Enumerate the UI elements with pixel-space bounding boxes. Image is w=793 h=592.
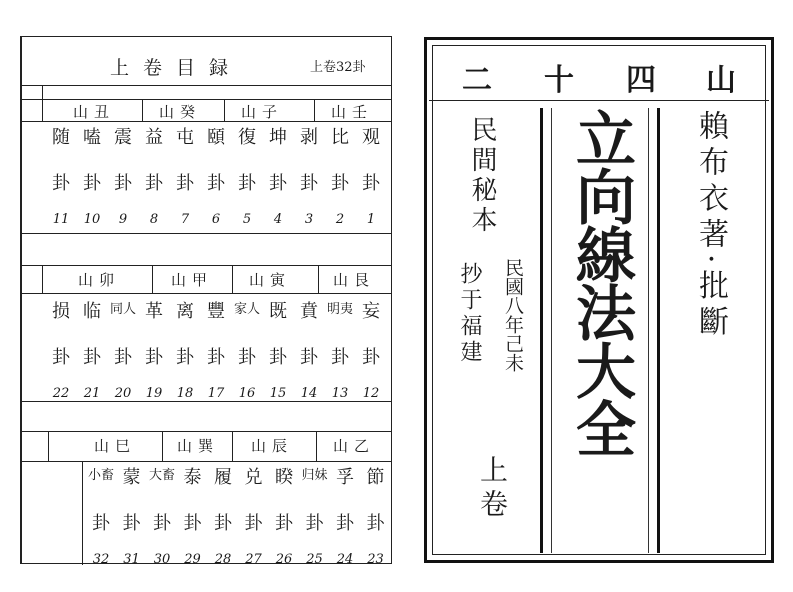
hexagram-entry (298, 469, 332, 566)
hexagram-number: 10 (83, 212, 101, 227)
divider (22, 431, 391, 432)
hexagram-gua: 卦 (114, 347, 132, 368)
hexagram-gua: 卦 (305, 513, 324, 534)
hexagram-number: 18 (176, 386, 194, 401)
hexagram-name: 明夷 (326, 302, 353, 317)
hexagram-name: 归妹 (301, 468, 328, 483)
hexagram-entry (267, 469, 301, 566)
copied-line: 抄于福建 (457, 262, 482, 366)
hexagram-gua: 卦 (366, 513, 385, 534)
hexagram-entry (292, 129, 326, 226)
hexagram-entry (145, 469, 179, 566)
divider (22, 85, 391, 86)
toc-page (20, 36, 392, 567)
hexagram-entry (75, 129, 109, 226)
hexagram-number: 11 (52, 212, 70, 227)
hexagram-gua: 卦 (145, 347, 163, 368)
hexagram-entry (261, 303, 295, 400)
hexagram-number: 14 (300, 386, 318, 401)
hexagram-gua: 卦 (207, 173, 225, 194)
hexagram-gua: 卦 (238, 347, 256, 368)
hexagram-name: 賁 (300, 301, 318, 322)
hexagram-name: 小畜 (87, 468, 114, 483)
hexagram-number: 32 (92, 552, 110, 567)
hexagram-name: 兑 (244, 467, 263, 488)
date-line: 民國八年己未 (502, 258, 524, 372)
hexagram-gua: 卦 (176, 173, 194, 194)
mountain-label: 山甲 (170, 271, 213, 289)
hexagram-number: 22 (52, 386, 70, 401)
hexagram-gua: 卦 (176, 347, 194, 368)
hexagram-entry (206, 469, 240, 566)
hexagram-name: 嗑 (83, 127, 101, 148)
header-char: 二 (462, 63, 492, 98)
divider (22, 233, 391, 234)
hexagram-number: 28 (214, 552, 232, 567)
hexagram-name: 復 (238, 127, 256, 148)
hexagram-entry (106, 303, 140, 400)
hexagram-name: 既 (269, 301, 287, 322)
hexagram-entry (230, 303, 264, 400)
hexagram-number: 9 (118, 212, 128, 227)
hexagram-name: 革 (145, 301, 163, 322)
hexagram-name: 临 (83, 301, 101, 322)
hexagram-number: 24 (336, 552, 354, 567)
hexagram-name: 随 (52, 127, 70, 148)
hexagram-name: 损 (52, 301, 70, 322)
hexagram-entry (230, 129, 264, 226)
hexagram-entry (261, 129, 295, 226)
hexagram-number: 31 (123, 552, 140, 567)
hexagram-number: 21 (83, 386, 101, 401)
mountain-label: 山辰 (250, 437, 293, 455)
hexagram-name: 豐 (207, 301, 225, 322)
hexagram-name: 孚 (336, 467, 354, 488)
hexagram-entry (323, 303, 357, 400)
divider (429, 100, 769, 101)
hexagram-number: 20 (114, 386, 132, 401)
header-char: 十 (544, 63, 574, 98)
hexagram-number: 25 (306, 552, 323, 567)
hexagram-name: 震 (114, 127, 132, 148)
hexagram-gua: 卦 (331, 173, 349, 194)
hexagram-name: 蒙 (122, 467, 141, 488)
hexagram-name: 大畜 (148, 468, 175, 483)
header-char: 山 (706, 63, 736, 98)
divider (22, 293, 391, 294)
mountain-label: 山巳 (93, 437, 136, 455)
hexagram-gua: 卦 (214, 513, 232, 534)
hexagram-gua: 卦 (52, 347, 70, 368)
hexagram-gua: 卦 (300, 347, 318, 368)
hexagram-number: 12 (362, 386, 380, 401)
hexagram-gua: 卦 (52, 173, 70, 194)
hexagram-name: 离 (176, 301, 194, 322)
hexagram-entry (354, 303, 388, 400)
hexagram-entry (168, 303, 202, 400)
hexagram-entry (84, 469, 118, 566)
hexagram-entry (44, 129, 78, 226)
mountain-label: 山癸 (158, 103, 201, 121)
hexagram-number: 3 (304, 212, 314, 227)
hexagram-number: 23 (367, 552, 384, 567)
hexagram-entry (106, 129, 140, 226)
hexagram-name: 家人 (233, 302, 260, 317)
hexagram-number: 4 (273, 212, 283, 227)
hexagram-name: 剥 (300, 127, 318, 148)
hexagram-entry (176, 469, 210, 566)
hexagram-gua: 卦 (244, 513, 263, 534)
hexagram-entry (323, 129, 357, 226)
hexagram-name: 履 (214, 467, 232, 488)
hexagram-entry (199, 303, 233, 400)
hexagram-number: 5 (242, 212, 252, 227)
hexagram-gua: 卦 (331, 347, 349, 368)
hexagram-entry (359, 469, 393, 566)
hexagram-name: 屯 (176, 127, 194, 148)
divider (22, 461, 391, 462)
toc-title: 上卷目録 (110, 57, 243, 79)
hexagram-name: 坤 (269, 127, 287, 148)
mountain-label: 山丑 (72, 103, 115, 121)
left-label: 民間秘本 (467, 116, 497, 236)
hexagram-name: 比 (331, 127, 349, 148)
mountain-label: 山乙 (332, 437, 375, 455)
hexagram-gua: 卦 (92, 513, 110, 534)
hexagram-entry (115, 469, 149, 566)
hexagram-name: 睽 (275, 467, 293, 488)
divider (22, 265, 391, 266)
hexagram-name: 观 (362, 127, 380, 148)
hexagram-gua: 卦 (83, 173, 101, 194)
hexagram-number: 2 (335, 212, 345, 227)
hexagram-number: 1 (366, 212, 376, 227)
hexagram-number: 13 (331, 386, 349, 401)
hexagram-number: 17 (207, 386, 225, 401)
mountain-label: 山寅 (248, 271, 291, 289)
hexagram-name: 泰 (183, 467, 202, 488)
hexagram-number: 6 (211, 212, 221, 227)
hexagram-name: 頤 (207, 127, 225, 148)
mountain-label: 山艮 (332, 271, 375, 289)
hexagram-entry (354, 129, 388, 226)
hexagram-gua: 卦 (336, 513, 354, 534)
hexagram-number: 29 (184, 552, 201, 567)
hexagram-name: 節 (366, 467, 385, 488)
hexagram-gua: 卦 (83, 347, 101, 368)
hexagram-gua: 卦 (238, 173, 256, 194)
hexagram-gua: 卦 (114, 173, 132, 194)
hexagram-name: 妄 (362, 301, 380, 322)
hexagram-number: 15 (269, 386, 287, 401)
divider (22, 401, 391, 402)
hexagram-entry (44, 303, 78, 400)
hexagram-entry (199, 129, 233, 226)
hexagram-gua: 卦 (145, 173, 163, 194)
hexagram-entry (292, 303, 326, 400)
toc-count: 上卷32卦 (310, 60, 366, 75)
hexagram-gua: 卦 (153, 513, 171, 534)
hexagram-name: 同人 (109, 302, 136, 317)
hexagram-gua: 卦 (269, 173, 287, 194)
volume-label: 上卷 (476, 455, 509, 523)
hexagram-number: 7 (180, 212, 190, 227)
hexagram-entry (168, 129, 202, 226)
hexagram-number: 8 (149, 212, 159, 227)
mountain-label: 山子 (240, 103, 283, 121)
mountain-label: 山巽 (176, 437, 219, 455)
hexagram-entry (328, 469, 362, 566)
hexagram-gua: 卦 (122, 513, 141, 534)
hexagram-gua: 卦 (300, 173, 318, 194)
hexagram-number: 26 (275, 552, 293, 567)
hexagram-gua: 卦 (269, 347, 287, 368)
header-char: 四 (626, 63, 656, 98)
hexagram-name: 益 (145, 127, 163, 148)
divider (22, 99, 391, 100)
hexagram-gua: 卦 (362, 347, 380, 368)
hexagram-gua: 卦 (183, 513, 202, 534)
mountain-label: 山壬 (330, 103, 373, 121)
hexagram-gua: 卦 (362, 173, 380, 194)
hexagram-entry (237, 469, 271, 566)
hexagram-entry (137, 129, 171, 226)
hexagram-gua: 卦 (207, 347, 225, 368)
mountain-label: 山卯 (77, 271, 120, 289)
hexagram-entry (137, 303, 171, 400)
hexagram-entry (75, 303, 109, 400)
hexagram-number: 19 (145, 386, 163, 401)
hexagram-number: 27 (245, 552, 262, 567)
hexagram-number: 30 (153, 552, 171, 567)
hexagram-number: 16 (238, 386, 256, 401)
hexagram-gua: 卦 (275, 513, 293, 534)
main-title: 立向線法大全 (566, 108, 636, 456)
author-line: 賴布衣著·批斷 (693, 110, 728, 342)
